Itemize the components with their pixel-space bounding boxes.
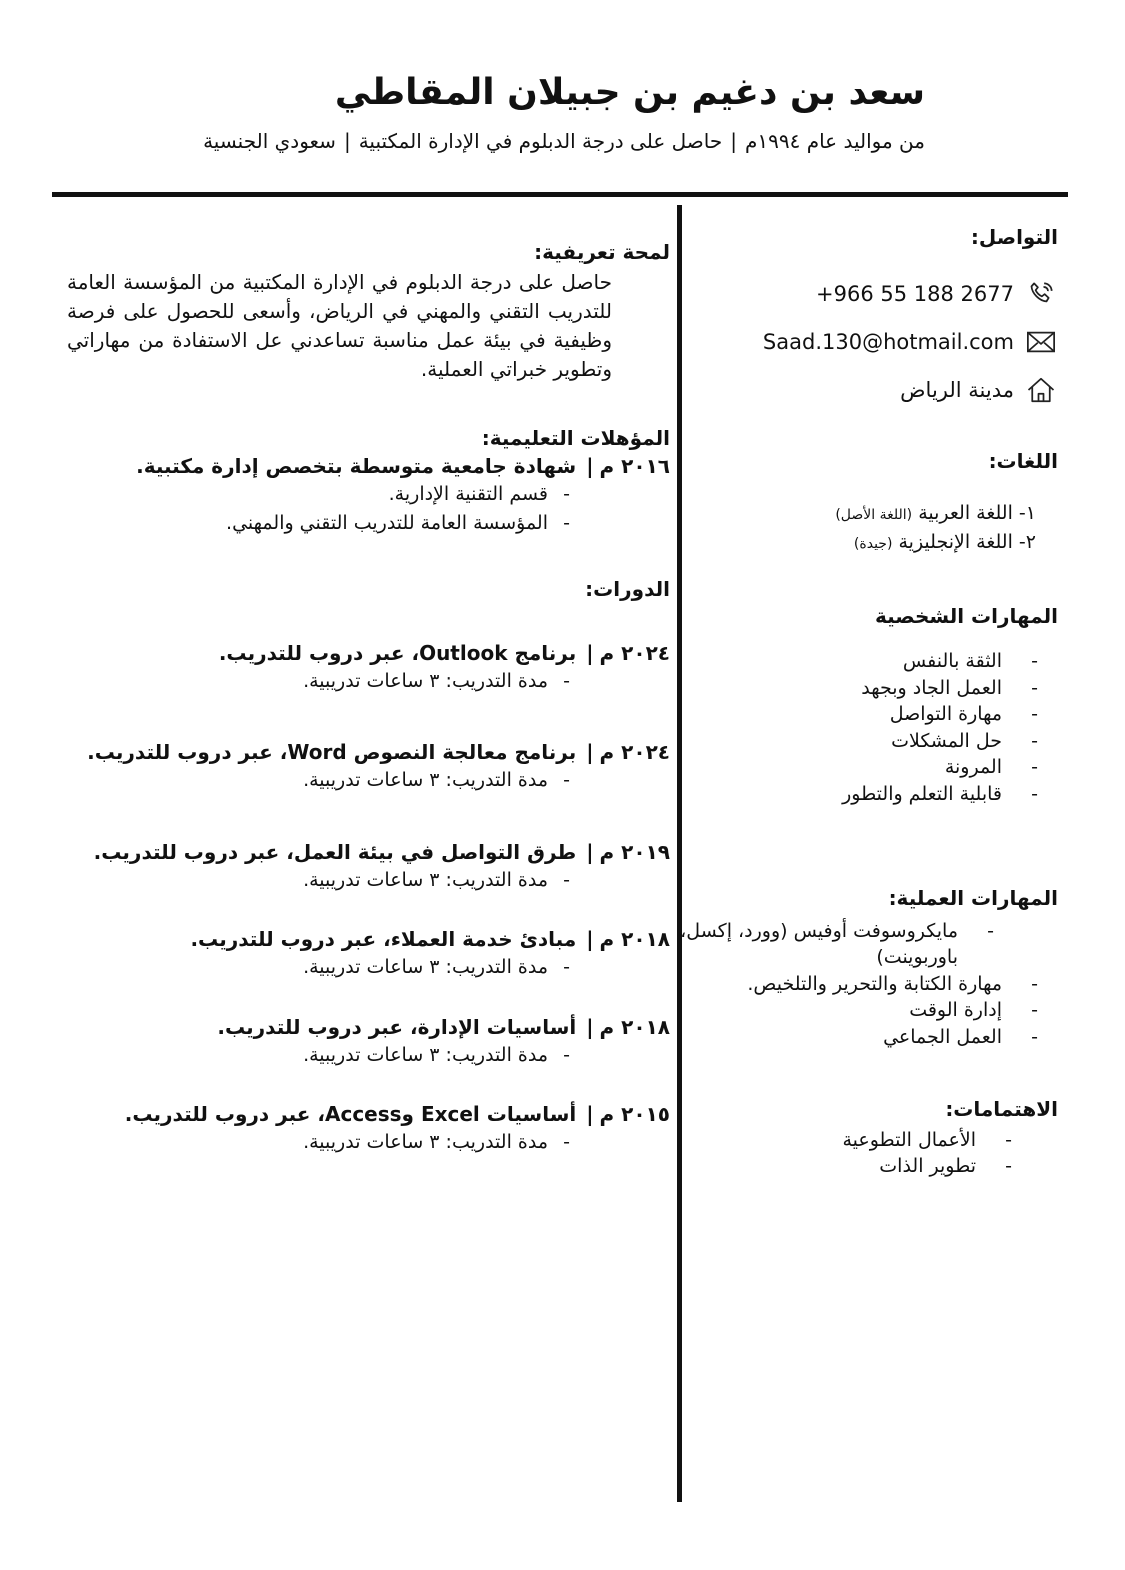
languages-list [678, 499, 1058, 556]
education-heading: المؤهلات التعليمية: [481, 426, 670, 450]
profile-text: حاصل على درجة الدبلوم في الإدارة المكتبية من المؤسسة العامة للتدريب التقني والمهني في الرياض، وأسعى للحصول على فرصة وظيفية في بيئة عمل مناسبة تساعدني عل الاستفادة من مهاراتي وتطوير خبراتي العملية. [67, 270, 612, 381]
full-name: سعد بن دغيم بن جبيلان المقاطي [334, 72, 925, 113]
personal-skills-list [678, 648, 1058, 808]
contact-heading: التواصل: [970, 225, 1058, 249]
course-title: برنامج Outlook، عبر دروب للتدريب. [218, 640, 577, 665]
personal-skills-heading: المهارات الشخصية [874, 604, 1058, 628]
home-icon [1024, 373, 1058, 407]
courses-heading: الدورات: [585, 576, 670, 601]
list-item: - تطوير الذات [678, 1153, 1032, 1180]
list-item: - مهارة الكتابة والتحرير والتلخيص. [678, 971, 1058, 998]
list-item: - مايكروسوفت أوفيس (وورد، إكسل، باوربوينت) [678, 918, 1014, 971]
course-duration: - مدة التدريب: ٣ ساعات تدريبية. [55, 766, 670, 795]
header-divider [52, 192, 1068, 197]
cv-header [203, 70, 925, 153]
list-item: - مهارة التواصل [678, 701, 1058, 728]
profile-heading: لمحة تعريفية: [534, 240, 670, 264]
birth-year: من مواليد عام ١٩٩٤م [744, 128, 925, 153]
course-year: ٢٠١٨ م [599, 927, 670, 952]
course-year: ٢٠١٥ م [599, 1102, 670, 1127]
languages-heading: اللغات: [988, 449, 1058, 473]
phone-number: +966 55 188 2677 [816, 282, 1014, 306]
course-item: ٢٠١٥ م|أساسيات Excel وAccess، عبر دروب للتدريب. - مدة التدريب: ٣ ساعات تدريبية. [55, 1100, 670, 1157]
course-title: أساسيات Excel وAccess، عبر دروب للتدريب. [124, 1102, 577, 1127]
main-content [55, 240, 670, 1158]
degree: حاصل على درجة الدبلوم في الإدارة المكتبية [358, 128, 723, 153]
course-year: ٢٠٢٤ م [599, 740, 670, 765]
practical-skills-list [678, 918, 1058, 1051]
phone-icon [1024, 277, 1058, 311]
course-item: ٢٠١٨ م|أساسيات الإدارة، عبر دروب للتدريب. - مدة التدريب: ٣ ساعات تدريبية. [55, 1013, 670, 1070]
email-address: Saad.130@hotmail.com [762, 330, 1014, 354]
list-item: - الثقة بالنفس [678, 648, 1058, 675]
course-title: برنامج معالجة النصوص Word، عبر دروب للتدريب. [87, 740, 577, 765]
list-item: - العمل الجاد وبجهد [678, 675, 1058, 702]
sidebar [678, 225, 1058, 1180]
course-title: طرق التواصل في بيئة العمل، عبر دروب للتدريب. [93, 839, 577, 864]
course-duration: - مدة التدريب: ٣ ساعات تدريبية. [55, 667, 670, 696]
interests-heading: الاهتمامات: [945, 1096, 1058, 1121]
education-year: ٢٠١٦ م [599, 454, 670, 478]
course-item: ٢٠١٩ م|طرق التواصل في بيئة العمل، عبر دروب للتدريب. - مدة التدريب: ٣ ساعات تدريبية. [55, 838, 670, 895]
course-item: ٢٠٢٤ م|برنامج Outlook، عبر دروب للتدريب. - مدة التدريب: ٣ ساعات تدريبية. [55, 639, 670, 696]
course-duration: - مدة التدريب: ٣ ساعات تدريبية. [55, 866, 670, 895]
language-item: ١- اللغة العربية (اللغة الأصل) [835, 502, 1036, 524]
education-title: ٢٠١٦ م|شهادة جامعية متوسطة بتخصص إدارة مكتبية. [136, 454, 670, 478]
course-item: ٢٠٢٤ م|برنامج معالجة النصوص Word، عبر دروب للتدريب. - مدة التدريب: ٣ ساعات تدريبية. [55, 738, 670, 795]
course-item: ٢٠١٨ م|مبادئ خدمة العملاء، عبر دروب للتدريب. - مدة التدريب: ٣ ساعات تدريبية. [55, 925, 670, 982]
mail-icon [1024, 325, 1058, 359]
nationality: سعودي الجنسية [203, 128, 336, 153]
course-year: ٢٠٢٤ م [599, 640, 670, 665]
list-item: - قابلية التعلم والتطور [678, 781, 1058, 808]
course-duration: - مدة التدريب: ٣ ساعات تدريبية. [55, 1128, 670, 1157]
language-item: ٢- اللغة الإنجليزية (جيدة) [853, 530, 1036, 553]
course-title: مبادئ خدمة العملاء، عبر دروب للتدريب. [190, 927, 577, 952]
course-year: ٢٠١٨ م [599, 1014, 670, 1039]
practical-skills-heading: المهارات العملية: [888, 885, 1058, 910]
list-item: - حل المشكلات [678, 728, 1058, 755]
contact-phone[interactable] [678, 277, 1058, 311]
list-item: - العمل الجماعي [678, 1024, 1058, 1051]
interests-list [678, 1127, 1032, 1180]
course-duration: - مدة التدريب: ٣ ساعات تدريبية. [55, 953, 670, 982]
list-item: - إدارة الوقت [678, 997, 1058, 1024]
course-year: ٢٠١٩ م [599, 839, 670, 864]
list-item: - الأعمال التطوعية [678, 1127, 1032, 1154]
education-detail: - المؤسسة العامة للتدريب التقني والمهني. [55, 509, 670, 538]
city: مدينة الرياض [900, 378, 1014, 402]
course-title: أساسيات الإدارة، عبر دروب للتدريب. [217, 1014, 577, 1039]
subtitle: من مواليد عام ١٩٩٤م|حاصل على درجة الدبلوم في الإدارة المكتبية|سعودي الجنسية [203, 128, 925, 153]
contact-email[interactable] [678, 325, 1058, 359]
education-detail: - قسم التقنية الإدارية. [55, 480, 670, 509]
list-item: - المرونة [678, 754, 1058, 781]
contact-city [678, 373, 1058, 407]
course-duration: - مدة التدريب: ٣ ساعات تدريبية. [55, 1041, 670, 1070]
